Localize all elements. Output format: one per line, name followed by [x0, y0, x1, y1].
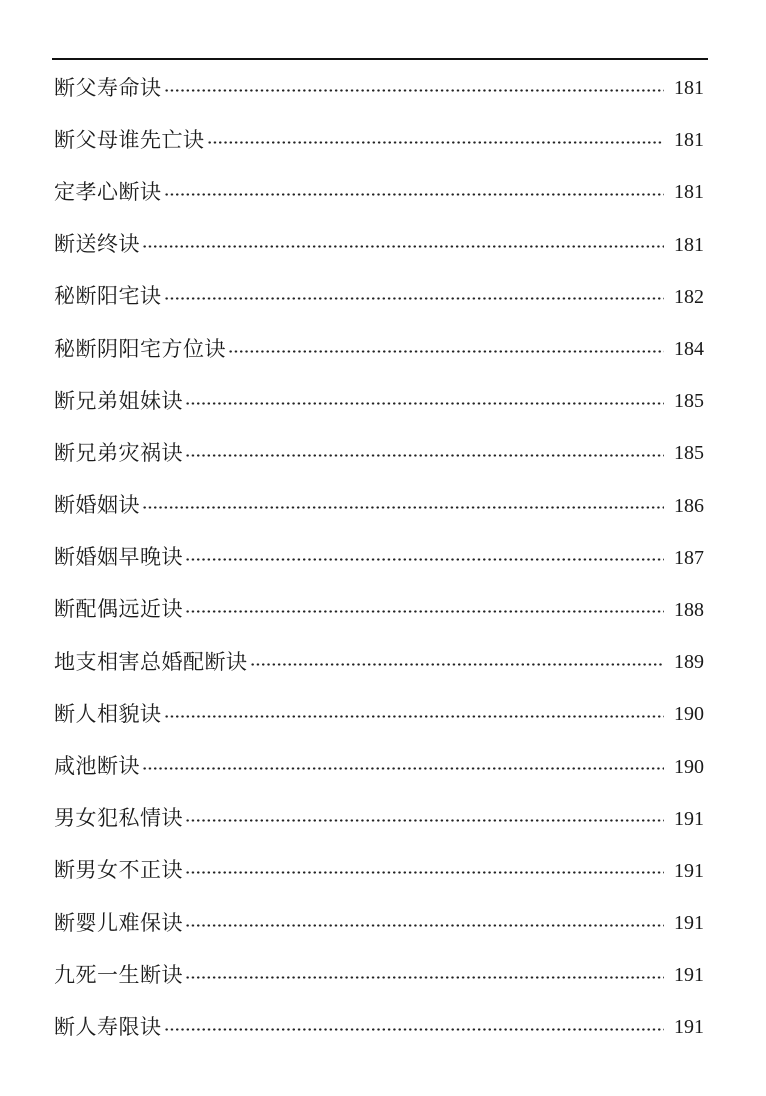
toc-entry-title: 定孝心断诀 — [54, 179, 162, 204]
dot-leader — [228, 350, 664, 353]
toc-entry-page-number: 189 — [674, 651, 704, 674]
toc-entry-page-number: 191 — [674, 964, 704, 987]
table-of-contents — [54, 62, 704, 1054]
toc-entry-page-number: 181 — [674, 129, 704, 152]
toc-entry — [54, 532, 704, 584]
toc-entry-title: 男女犯私情诀 — [54, 806, 183, 831]
top-rule — [52, 58, 708, 60]
toc-entry-page-number: 186 — [674, 494, 704, 517]
toc-entry-page-number: 191 — [674, 912, 704, 935]
toc-entry-page-number: 188 — [674, 598, 704, 621]
toc-entry-title: 断父寿命诀 — [54, 75, 162, 100]
toc-entry-page-number: 185 — [674, 442, 704, 465]
dot-leader — [164, 193, 665, 196]
dot-leader — [185, 871, 664, 874]
dot-leader — [164, 1028, 665, 1031]
dot-leader — [142, 506, 664, 509]
dot-leader — [185, 402, 664, 405]
toc-entry — [54, 688, 704, 740]
toc-entry — [54, 793, 704, 845]
toc-entry — [54, 949, 704, 1001]
dot-leader — [185, 819, 664, 822]
toc-entry — [54, 114, 704, 166]
toc-entry — [54, 427, 704, 479]
toc-entry-page-number: 191 — [674, 1016, 704, 1039]
toc-entry-title: 断婚姻诀 — [54, 493, 140, 518]
toc-entry-page-number: 181 — [674, 77, 704, 100]
toc-entry-title: 秘断阴阳宅方位诀 — [54, 336, 226, 361]
toc-entry-title: 九死一生断诀 — [54, 962, 183, 987]
dot-leader — [185, 924, 664, 927]
toc-entry-title: 断兄弟姐妹诀 — [54, 388, 183, 413]
toc-entry-page-number: 190 — [674, 755, 704, 778]
dot-leader — [142, 245, 664, 248]
toc-entry — [54, 740, 704, 792]
toc-entry-page-number: 182 — [674, 285, 704, 308]
dot-leader — [207, 141, 665, 144]
toc-entry-title: 断送终诀 — [54, 232, 140, 257]
toc-entry-page-number: 185 — [674, 390, 704, 413]
toc-entry-page-number: 184 — [674, 338, 704, 361]
toc-entry — [54, 480, 704, 532]
toc-entry — [54, 636, 704, 688]
toc-entry-page-number: 191 — [674, 859, 704, 882]
toc-entry — [54, 375, 704, 427]
toc-entry-title: 秘断阳宅诀 — [54, 284, 162, 309]
toc-entry-title: 咸池断诀 — [54, 754, 140, 779]
toc-entry-page-number: 181 — [674, 233, 704, 256]
toc-entry-title: 断婚姻早晚诀 — [54, 545, 183, 570]
toc-entry — [54, 1001, 704, 1053]
toc-entry — [54, 166, 704, 218]
toc-entry — [54, 271, 704, 323]
dot-leader — [250, 663, 665, 666]
dot-leader — [185, 610, 664, 613]
dot-leader — [164, 297, 665, 300]
toc-entry-title: 断兄弟灾祸诀 — [54, 440, 183, 465]
toc-entry — [54, 897, 704, 949]
toc-entry — [54, 845, 704, 897]
toc-entry-title: 断人相貌诀 — [54, 701, 162, 726]
toc-entry-title: 断父母谁先亡诀 — [54, 127, 205, 152]
toc-entry-page-number: 191 — [674, 807, 704, 830]
dot-leader — [185, 976, 664, 979]
toc-entry — [54, 219, 704, 271]
toc-entry — [54, 323, 704, 375]
toc-entry-title: 断婴儿难保诀 — [54, 910, 183, 935]
toc-entry — [54, 584, 704, 636]
toc-entry-page-number: 187 — [674, 546, 704, 569]
toc-entry-page-number: 181 — [674, 181, 704, 204]
dot-leader — [185, 454, 664, 457]
dot-leader — [164, 89, 665, 92]
toc-entry-page-number: 190 — [674, 703, 704, 726]
toc-entry-title: 地支相害总婚配断诀 — [54, 649, 248, 674]
toc-entry-title: 断男女不正诀 — [54, 858, 183, 883]
dot-leader — [142, 767, 664, 770]
dot-leader — [164, 715, 665, 718]
dot-leader — [185, 558, 664, 561]
toc-entry — [54, 62, 704, 114]
toc-entry-title: 断配偶远近诀 — [54, 597, 183, 622]
toc-entry-title: 断人寿限诀 — [54, 1014, 162, 1039]
